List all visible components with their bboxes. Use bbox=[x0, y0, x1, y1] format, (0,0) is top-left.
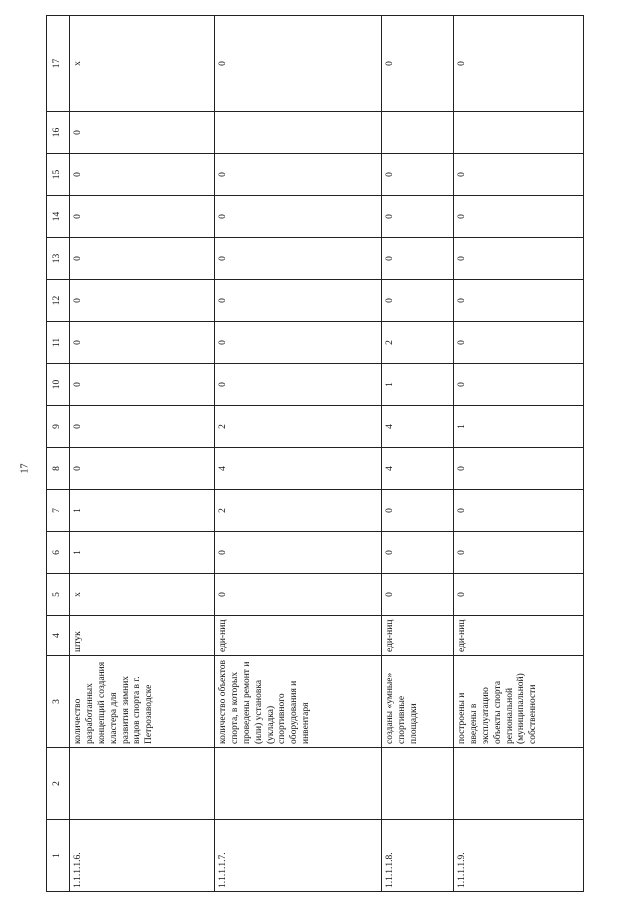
row-value: 0 bbox=[215, 280, 382, 322]
column-header: 9 bbox=[47, 406, 70, 448]
row-value: 0 bbox=[454, 574, 584, 616]
column-header: 2 bbox=[47, 748, 70, 820]
row-value: 0 bbox=[454, 16, 584, 112]
column-header: 17 bbox=[47, 16, 70, 112]
row-value: х bbox=[70, 574, 215, 616]
row-value: 2 bbox=[215, 406, 382, 448]
column-header: 15 bbox=[47, 154, 70, 196]
row-value: 1 bbox=[454, 406, 584, 448]
row-value: 0 bbox=[382, 574, 454, 616]
row-value: 0 bbox=[70, 280, 215, 322]
table-row bbox=[215, 16, 382, 892]
row-value bbox=[215, 112, 382, 154]
row-value: 0 bbox=[382, 238, 454, 280]
row-value: 0 bbox=[382, 490, 454, 532]
row-col2 bbox=[215, 748, 382, 820]
row-value: 0 bbox=[454, 280, 584, 322]
column-header: 5 bbox=[47, 574, 70, 616]
row-indicator: построены и введены в эксплуатацию объекты спорта региональной (муниципальной) собственности bbox=[454, 656, 584, 748]
row-value: 0 bbox=[454, 196, 584, 238]
row-value: 0 bbox=[70, 154, 215, 196]
row-value: 0 bbox=[215, 574, 382, 616]
row-value: 0 bbox=[454, 154, 584, 196]
row-value: 4 bbox=[382, 448, 454, 490]
column-header: 10 bbox=[47, 364, 70, 406]
row-value: 2 bbox=[215, 490, 382, 532]
table-row bbox=[454, 16, 584, 892]
table-row bbox=[70, 16, 215, 892]
row-col2 bbox=[70, 748, 215, 820]
row-value: 0 bbox=[70, 448, 215, 490]
column-header: 11 bbox=[47, 322, 70, 364]
row-value: 2 bbox=[382, 322, 454, 364]
column-header: 8 bbox=[47, 448, 70, 490]
row-value: 0 bbox=[215, 154, 382, 196]
row-value: 1 bbox=[70, 490, 215, 532]
column-header: 1 bbox=[47, 820, 70, 892]
row-value: 0 bbox=[215, 238, 382, 280]
row-value: 0 bbox=[215, 196, 382, 238]
row-value: 0 bbox=[70, 112, 215, 154]
row-value: 0 bbox=[382, 154, 454, 196]
row-value: 0 bbox=[454, 364, 584, 406]
page-number: 17 bbox=[19, 463, 31, 474]
row-value bbox=[382, 112, 454, 154]
row-indicator: количество разработанных концепций создания кластера для развития зимних видов спорта в г. Петрозаводске bbox=[70, 656, 215, 748]
column-header: 3 bbox=[47, 656, 70, 748]
row-unit: еди-ниц bbox=[382, 616, 454, 656]
row-value: 0 bbox=[215, 322, 382, 364]
row-code: 1.1.1.1.6. bbox=[70, 820, 215, 892]
row-value: 0 bbox=[215, 364, 382, 406]
row-value: 0 bbox=[382, 532, 454, 574]
row-value: 0 bbox=[454, 532, 584, 574]
column-header: 7 bbox=[47, 490, 70, 532]
row-indicator: количество объектов спорта, в которых проведены ремонт и (или) установка (укладка) спортивного оборудования и инвентаря bbox=[215, 656, 382, 748]
row-indicator: созданы «умные» спортивные площадки bbox=[382, 656, 454, 748]
column-header: 14 bbox=[47, 196, 70, 238]
row-unit: еди-ниц bbox=[215, 616, 382, 656]
row-value: 4 bbox=[382, 406, 454, 448]
row-value: 4 bbox=[215, 448, 382, 490]
row-value: 0 bbox=[70, 238, 215, 280]
row-value: 0 bbox=[70, 322, 215, 364]
row-value: 0 bbox=[70, 364, 215, 406]
row-value: 0 bbox=[70, 406, 215, 448]
column-header: 4 bbox=[47, 616, 70, 656]
row-value: 0 bbox=[215, 16, 382, 112]
row-code: 1.1.1.1.7. bbox=[215, 820, 382, 892]
row-value bbox=[454, 112, 584, 154]
row-value: 0 bbox=[70, 196, 215, 238]
row-value: 0 bbox=[454, 490, 584, 532]
row-value: 0 bbox=[215, 532, 382, 574]
table-row bbox=[382, 16, 454, 892]
row-unit: еди-ниц bbox=[454, 616, 584, 656]
column-header: 16 bbox=[47, 112, 70, 154]
column-header: 6 bbox=[47, 532, 70, 574]
header-row bbox=[47, 16, 70, 892]
row-value: 0 bbox=[382, 196, 454, 238]
column-header: 12 bbox=[47, 280, 70, 322]
row-value: 0 bbox=[454, 448, 584, 490]
row-value: 0 bbox=[454, 238, 584, 280]
row-value: 1 bbox=[382, 364, 454, 406]
column-header: 13 bbox=[47, 238, 70, 280]
row-value: х bbox=[70, 16, 215, 112]
row-code: 1.1.1.1.8. bbox=[382, 820, 454, 892]
data-table bbox=[46, 15, 584, 892]
row-value: 0 bbox=[454, 322, 584, 364]
row-code: 1.1.1.1.9. bbox=[454, 820, 584, 892]
row-col2 bbox=[454, 748, 584, 820]
row-col2 bbox=[382, 748, 454, 820]
row-value: 0 bbox=[382, 280, 454, 322]
row-value: 0 bbox=[382, 16, 454, 112]
row-unit: штук bbox=[70, 616, 215, 656]
table-wrapper bbox=[46, 56, 580, 892]
row-value: 1 bbox=[70, 532, 215, 574]
